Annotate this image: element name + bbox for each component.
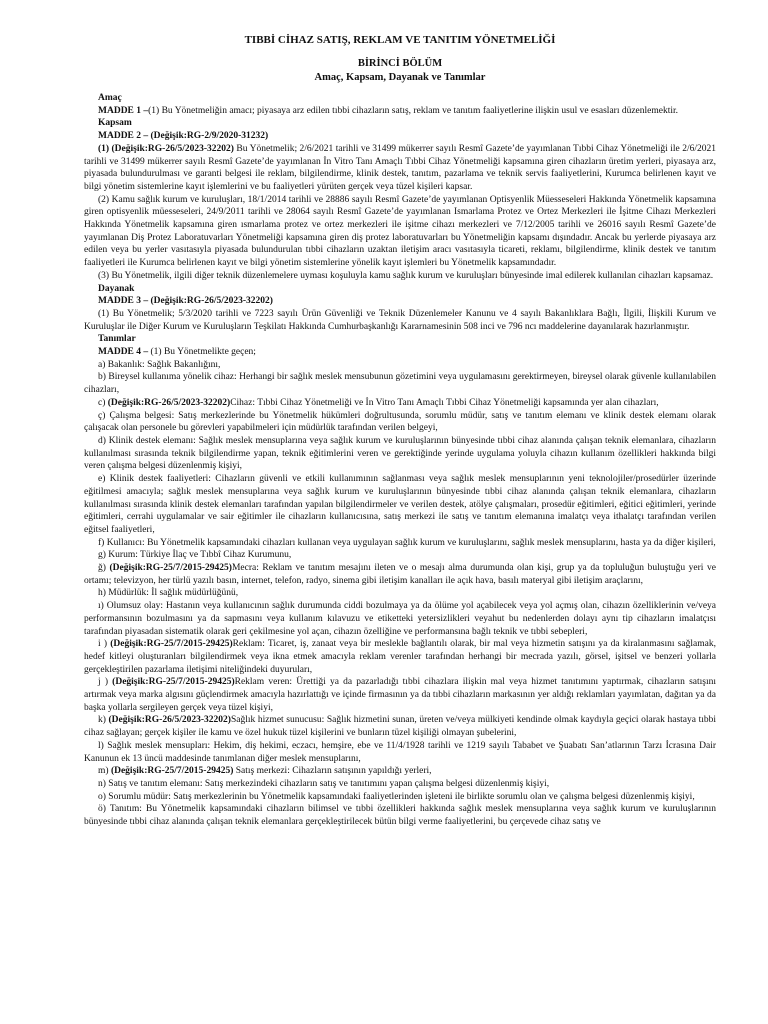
definition-m-text: Satış merkezi: Cihazların satışının yapıldığı yerleri, <box>233 766 432 777</box>
definition-k-prefix: k) <box>98 715 109 726</box>
definition-k-tag: (Değişik:RG-26/5/2023-32202) <box>108 715 231 726</box>
madde-4-intro-text: (1) Bu Yönetmelikte geçen; <box>148 347 256 358</box>
madde-3-paragraph-1: (1) Bu Yönetmelik; 5/3/2020 tarihli ve 7223 sayılı Ürün Güvenliği ve Teknik Düzenlemeler Kanunu ve 4 sayılı Bakanlıklara Bağlı, İlgili, İlişkili Kurum ve Kuruluşlar ile Diğer Kurum ve Kuruluşların Teşkilatı Hakkında Cumhurbaşkanlığı Kararnamesinin 508 inci ve 796 ncı maddelerine dayanılarak hazırlanmıştır. <box>84 308 716 332</box>
heading-tanimlar: Tanımlar <box>98 334 136 345</box>
definition-cc: ç) Çalışma belgesi: Satış merkezlerinde bu Yönetmelik hükümleri doğrultusunda, sorumlu müdür, satış ve tanıtım elemanı ve klinik destek elemanı olarak çalışacak olan personele bu görevleri yapabilmeleri için müdürlük tarafından verilen belgeyi, <box>84 410 716 434</box>
madde-2-label: MADDE 2 – (Değişik:RG-2/9/2020-31232) <box>98 131 269 142</box>
document-body <box>84 92 716 829</box>
madde-3-label: MADDE 3 – (Değişik:RG-26/5/2023-32202) <box>98 296 273 307</box>
definition-c-text: Cihaz: Tıbbi Cihaz Yönetmeliği ve İn Vitro Tanı Amaçlı Tıbbi Cihaz Yönetmeliği kapsamında yer alan cihazları, <box>230 397 659 408</box>
definition-i <box>84 638 716 676</box>
madde-1-label: MADDE 1 – <box>98 105 149 116</box>
chapter-name: Amaç, Kapsam, Dayanak ve Tanımlar <box>314 72 486 83</box>
definition-gg-tag: (Değişik:RG-25/7/2015-29425) <box>109 563 232 574</box>
definition-i-prefix: i ) <box>98 639 111 650</box>
definition-i-tag: (Değişik:RG-25/7/2015-29425) <box>110 639 233 650</box>
definition-o: o) Sorumlu müdür: Satış merkezlerinin bu Yönetmelik kapsamındaki faaliyetlerinden işleteni ile birlikte sorumlu olan ve çalışma belgesi düzenlenmiş kişiyi, <box>98 791 695 802</box>
definition-j-text: Reklam veren: Ürettiği ya da pazarladığı tıbbi cihazlara ilişkin mal veya hizmet tanıtımını yaptırmak, cihazların satışını artırmak veya marka algısını güçlendirmek amacıyla hazırlattığı ve içinde firmasının ya da tıbbi cihazların markasının yer aldığı reklamları yayımlatan, dağıtan ya da başka yollarla sergileyen gerçek veya tüzel kişiyi, <box>84 677 716 713</box>
definition-gg-prefix: ğ) <box>98 563 110 574</box>
definition-gg-text: Mecra: Reklam ve tanıtım mesajını ileten ve o mesajı alma durumunda olan kişi, grup ya da topluluğun buluştuğu yeri ve ortamı; televizyon, her türlü yazılı basın, internet, telefon, radyo, sinema gibi iletişim kanalları ile açık hava, basılı materyal gibi iletişim araçlarını, <box>84 563 716 586</box>
chapter-number: BİRİNCİ BÖLÜM <box>357 58 443 69</box>
definition-m <box>84 765 716 778</box>
madde-2-paragraph-3: (3) Bu Yönetmelik, ilgili diğer teknik düzenlemelere uyması koşuluyla kamu sağlık kurum ve kuruluşları bünyesinde imal edilerek kullanılan cihazları kapsamaz. <box>98 270 714 281</box>
madde-4-label: MADDE 4 – <box>98 347 149 358</box>
definition-k <box>84 714 716 739</box>
definition-j-prefix: j ) <box>98 677 113 688</box>
definition-c <box>84 397 716 410</box>
definition-oo: ö) Tanıtım: Bu Yönetmelik kapsamındaki cihazların bilimsel ve tıbbi özellikleri hakkında sağlık meslek mensuplarına veya sağlık kurum ve kuruluşlarının bünyesinde tıbbi cihaz alanında çalışan teknik elemanlara gerçekleştirilecek bütün bilgi verme faaliyetlerini, bu çerçevede cihaz satış ve <box>84 804 716 828</box>
madde-2-paragraph-1 <box>84 143 716 194</box>
madde-1 <box>84 105 716 118</box>
definition-l: l) Sağlık meslek mensupları: Hekim, diş hekimi, eczacı, hemşire, ebe ve 11/4/1928 tarihli ve 1219 sayılı Tababet ve Şuabatı San’atlarının Tarzı İcrasına Dair Kanunun ek 13 üncü maddesinde tanımlanan diğer meslek mensuplarını, <box>84 740 716 764</box>
definition-d: d) Klinik destek elemanı: Sağlık meslek mensuplarına veya sağlık kurum ve kuruluşlarının bünyesinde tıbbi cihaz alanında çalışan teknik elemanlara, cihazların kullanılması sırasında teknik bilgilendirme yapan, teknik eğitimlerini veren ve gerektiğinde yerinde uygulama yoluyla cihazın kullanım özellikleri hakkında bilgi veren çalışma belgesi düzenlenmiş kişiyi, <box>84 435 716 472</box>
definition-b: b) Bireysel kullanıma yönelik cihaz: Herhangi bir sağlık meslek mensubunun gözetimini veya uygulamasını gerektirmeyen, bireysel olarak güvenle kullanılabilen cihazları, <box>84 372 716 396</box>
madde-2-paragraph-2: (2) Kamu sağlık kurum ve kuruluşları, 18/1/2014 tarihli ve 28886 sayılı Resmî Gazete’de yayımlanan Optisyenlik Müesseseleri Hakkında Yönetmelik kapsamına giren optisyenlik müesseseleri, 24/9/2011 tarihli ve 28064 sayılı Resmî Gazete’de yayımlanan Ismarlama Protez ve Ortez Merkezleri ile İşitme Cihazı Merkezleri Hakkında Yönetmelik kapsamına giren ısmarlama protez ve ortez merkezleri ile işitme cihazı merkezleri ve 7/12/2005 tarihli ve 26016 sayılı Resmî Gazete’de yayımlanan Diş Protez Laboratuvarları Yönetmeliği kapsamına giren diş protez laboratuvarları bu Yönetmeliğin kapsamı dışındadır. Ancak bu yerlerde piyasaya arz edilen veya bu yerler vasıtasıyla piyasada bulundurulan tıbbi cihazların uzaktan iletişim aracı vasıtasıyla ticareti, reklamı, bilgilendirme, klinik destek ve tanıtım faaliyetleri ile Kurumca belirlenen kayıt ve bilgi yönetim sistemlerine yönelik kayıt işlemleri bu Yönetmelik kapsamındadır. <box>84 194 716 269</box>
definition-a: a) Bakanlık: Sağlık Bakanlığını, <box>98 359 221 370</box>
definition-n: n) Satış ve tanıtım elemanı: Satış merkezindeki cihazların satış ve tanıtımını yapan çalışma belgesi düzenlenmiş kişiyi, <box>98 778 550 789</box>
definition-j <box>84 676 716 714</box>
definition-k-text: Sağlık hizmet sunucusu: Sağlık hizmetini sunan, üreten ve/veya mülkiyeti kendinde olmak kaydıyla geçici olarak hastaya tıbbi cihaz sağlayan; gerçek kişiler ile kamu ve özel hukuk tüzel kişilerini ve bunların tüzel kişiliği olmayan şubelerini, <box>84 715 716 739</box>
document-title: TIBBİ CİHAZ SATIŞ, REKLAM VE TANITIM YÖNETMELİĞİ <box>244 34 556 46</box>
definition-g: g) Kurum: Türkiye İlaç ve Tıbbî Cihaz Kurumunu, <box>98 550 292 561</box>
definition-e: e) Klinik destek faaliyetleri: Cihazların güvenli ve etkili kullanımının sağlanması veya sağlık meslek mensuplarının yeni teknolojiler/prosedürler üzerinde eğitilmesi amacıyla; sağlık meslek mensuplarına veya sağlık kurum ve kuruluşlarının bünyesinde tıbbi cihaz alanında çalışan teknik elemanlara, cihazların kullanılması sırasında klinik destek elemanları tarafından yapılan bilgilendirmeler ve verilen destek, atölye çalışmaları, prosedür eğitimleri, eğitici eğitimleri, yerinde eğitimleri, cerrahi uygulamalar ve sair eğitimler ile cihazların kullanıcısına, satış merkezi ile satış ve tanıtım elemanına imalatçı veya ithalatçı tarafından verilen eğitsel faaliyetleri, <box>84 474 716 535</box>
madde-2-p1-text: Bu Yönetmelik; 2/6/2021 tarihli ve 31499 mükerrer sayılı Resmî Gazete’de yayımlanan Tıbbi Cihaz Yönetmeliği ile 2/6/2021 tarihli ve 31499 mükerrer sayılı Resmî Gazete’de yayımlanan İn Vitro Tanı Amaçlı Tıbbi Cihaz Yönetmeliği kapsamına giren cihazların üretim yerleri, piyasaya arz, piyasada bulundurulması ve garanti belgesi ile reklam, bilgilendirme, klinik destek, tanıtım, pazarlama ve teknik servis faaliyetlerini, Kurumca belirlenen kayıt ve bilgi yönetim sistemlerine kayıt işlemlerini ve bu faaliyetleri yürüten gerçek veya tüzel kişileri kapsar. <box>84 143 716 192</box>
heading-amac: Amaç <box>98 93 122 103</box>
heading-dayanak: Dayanak <box>98 283 135 294</box>
definition-gg <box>84 562 716 587</box>
definition-j-tag: (Değişik:RG-25/7/2015-29425) <box>112 677 235 688</box>
definition-i-dotless: ı) Olumsuz olay: Hastanın veya kullanıcının sağlık durumunda ciddi bozulmaya ya da ölüme yol açabilecek veya yol açmış olan, cihazın özelliklerinin ve/veya performansının bozulmasını ya da sapmasını veya kullanım kılavuzu ve etiketteki yetersizlikleri veyahut bu nedenlerden dolayı aynı tip cihazların imalatçısı tarafından piyasadan sistematik olarak geri çekilmesine yol açan, cihazın özelliğine ve performansına bağlı teknik ve tıbbi sebepleri, <box>84 601 716 637</box>
definition-m-tag: (Değişik:RG-25/7/2015-29425) <box>110 766 234 777</box>
definition-f: f) Kullanıcı: Bu Yönetmelik kapsamındaki cihazları kullanan veya uygulayan sağlık kurum ve kuruluşlarını, sağlık meslek mensuplarını, hasta ya da diğer kişileri, <box>98 537 716 548</box>
heading-kapsam: Kapsam <box>98 118 132 129</box>
definition-i-text: Reklam: Ticaret, iş, zanaat veya bir meslekle bağlantılı olarak, bir mal veya hizmetin satışını ya da kiralanmasını sağlamak, hedef kitleyi oluşturanları bilgilendirmek veya ikna etmek amacıyla reklam verenler tarafından herhangi bir mecrada yazılı, görsel, işitsel ve benzeri yollarla gerçekleştirilen pazarlama iletişimi niteliğindeki duyuruları, <box>84 639 716 675</box>
definition-m-prefix: m) <box>98 766 111 777</box>
madde-2-p1-tag: (1) (Değişik:RG-26/5/2023-32202) <box>98 143 234 154</box>
definition-h: h) Müdürlük: İl sağlık müdürlüğünü, <box>98 588 239 599</box>
definition-c-prefix: c) <box>98 397 108 408</box>
madde-4-intro <box>84 346 716 359</box>
definition-c-tag: (Değişik:RG-26/5/2023-32202) <box>107 397 231 408</box>
madde-1-text: (1) Bu Yönetmeliğin amacı; piyasaya arz edilen tıbbi cihazların satış, reklam ve tanıtım faaliyetlerine ilişkin usul ve esasları düzenlemektir. <box>148 105 679 116</box>
